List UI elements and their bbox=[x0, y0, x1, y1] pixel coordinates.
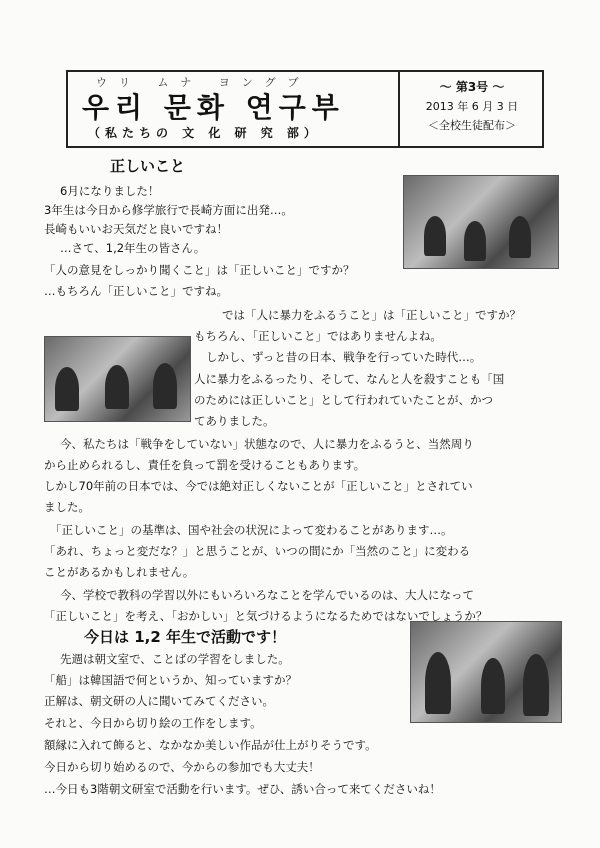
s2-line-1: 「船」は韓国語で何というか、知っていますか？ bbox=[44, 673, 297, 687]
s2-line-4: 額縁に入れて飾ると、なかなか美しい作品が仕上がりそうです。 bbox=[44, 738, 377, 752]
s1-line-15: ました。 bbox=[44, 500, 90, 514]
title-box bbox=[68, 72, 400, 146]
title-ruby: ウリ ムナ ヨングブ bbox=[96, 76, 311, 89]
s1-line-10: のためには正しいこと」として行われていたことが、かつ bbox=[194, 393, 493, 407]
distribution-note: ＜全校生徒配布＞ bbox=[428, 119, 516, 132]
newsletter-header bbox=[66, 70, 544, 148]
s2-line-2: 正解は、朝文研の人に聞いてみてください。 bbox=[44, 694, 274, 708]
issue-date: 2013 年 6 月 3 日 bbox=[425, 100, 519, 113]
section2-heading: 今日は 1,2 年生で活動です！ bbox=[84, 628, 287, 646]
s2-line-5: 今日から切り始めるので、今からの参加でも大丈夫！ bbox=[44, 760, 320, 774]
s1-line-19: 今、学校で教科の学習以外にもいろいろなことを学んでいるのは、大人になって bbox=[60, 588, 474, 602]
s2-line-3: それと、今日から切り絵の工作をします。 bbox=[44, 716, 262, 730]
s1-line-4: 「人の意見をしっかり聞くこと」は「正しいこと」ですか？ bbox=[44, 263, 355, 277]
s1-line-0: 6月になりました！ bbox=[60, 184, 160, 198]
s1-line-20: 「正しいこと」を考え、「おかしい」と気づけるようになるためではないでしょうか？ bbox=[44, 609, 488, 623]
s1-line-12: 今、私たちは「戦争をしていない」状態なので、人に暴力をふるうと、当然周り bbox=[60, 437, 474, 451]
s1-line-17: 「あれ、ちょっと変だな？」と思うことが、いつの間にか「当然のこと」に変わる bbox=[44, 544, 471, 558]
s1-line-7: もちろん、「正しいこと」ではありませんよね。 bbox=[194, 329, 442, 343]
s1-line-18: ことがあるかもしれません。 bbox=[44, 565, 195, 579]
s2-line-0: 先週は朝文室で、ことばの学習をしました。 bbox=[60, 652, 290, 666]
title-hangul: 우리 문화 연구부 bbox=[82, 91, 345, 124]
title-subtitle: （私たちの 文 化 研 究 部） bbox=[88, 126, 321, 140]
s1-line-3: …さて、1,2年生の皆さん。 bbox=[60, 241, 206, 255]
s1-line-6: では「人に暴力をふるうこと」は「正しいこと」ですか？ bbox=[222, 308, 521, 322]
s1-line-13: から止められるし、責任を負って罰を受けることもあります。 bbox=[44, 458, 366, 472]
issue-box bbox=[400, 72, 544, 146]
classroom-photo-2 bbox=[44, 336, 191, 422]
s1-line-16: 「正しいこと」の基準は、国や社会の状況によって変わることがあります…。 bbox=[50, 523, 453, 537]
s2-line-6: …今日も3階朝文研室で活動を行います。ぜひ、誘い合って来てくださいね！ bbox=[44, 782, 441, 796]
s1-line-1: 3年生は今日から修学旅行で長崎方面に出発…。 bbox=[44, 203, 293, 217]
issue-number: ～ 第3号 ～ bbox=[439, 80, 505, 94]
s1-line-9: 人に暴力をふるったり、そして、なんと人を殺すことも「国 bbox=[194, 372, 505, 386]
s1-line-8: しかし、ずっと昔の日本、戦争を行っていた時代…。 bbox=[206, 350, 482, 364]
s1-line-14: しかし70年前の日本では、今では絶対正しくないことが「正しいこと」とされてい bbox=[44, 479, 473, 493]
classroom-photo-1 bbox=[403, 175, 559, 269]
activity-photo bbox=[410, 621, 562, 723]
s1-line-5: …もちろん「正しいこと」ですね。 bbox=[44, 284, 228, 298]
section1-heading: 正しいこと bbox=[110, 157, 186, 175]
s1-line-11: てありました。 bbox=[194, 414, 275, 428]
s1-line-2: 長崎もいいお天気だと良いですね！ bbox=[44, 222, 228, 236]
